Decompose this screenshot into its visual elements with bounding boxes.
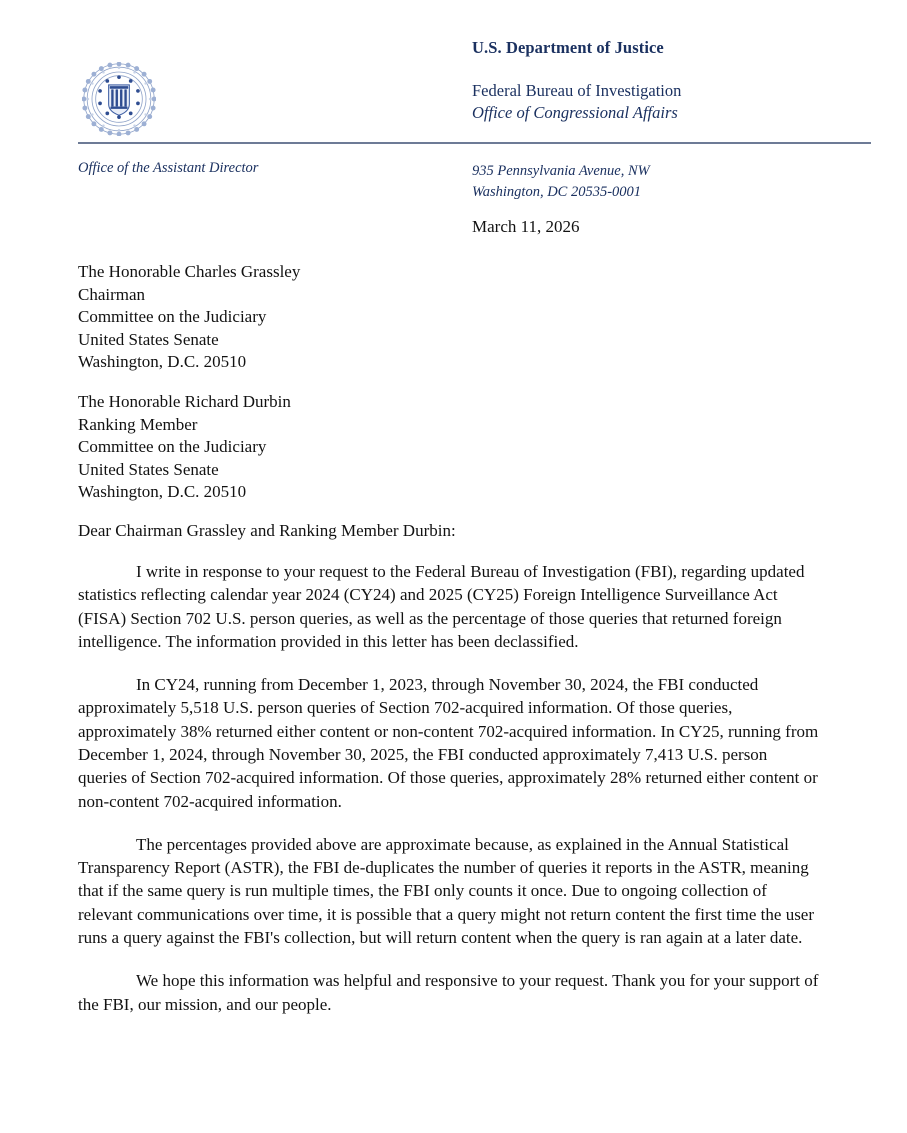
return-address: [472, 161, 650, 202]
letterhead: [0, 0, 907, 140]
recipient-title: Chairman: [78, 284, 146, 304]
body-paragraph: We hope this information was helpful and responsive to your request. Thank you for your support of the FBI, our mission, and our people.: [78, 971, 819, 1014]
recipient-block-secondary: [78, 391, 291, 504]
department-title: U.S. Department of Justice: [472, 38, 664, 57]
letter-body: [78, 560, 820, 1016]
body-paragraph: I write in response to your request to the Federal Bureau of Investigation (FBI), regarding updated statistics reflecting calendar year 2024 (CY24) and 2025 (CY25) Foreign Intelligence Surveillance Act (FISA) Section 702 U.S. person queries, as well as the percentage of those queries that returned foreign intelligence. The information provided in this letter has been declassified.: [78, 562, 805, 651]
letter-date: March 11, 2026: [472, 217, 580, 236]
address-line-street: 935 Pennsylvania Avenue, NW: [472, 163, 650, 179]
recipient-block-primary: [78, 261, 300, 374]
fbi-seal-icon: [82, 62, 156, 136]
salutation: Dear Chairman Grassley and Ranking Member Durbin:: [78, 521, 456, 540]
recipient-committee: Committee on the Judiciary: [78, 437, 267, 457]
recipient-name: The Honorable Charles Grassley: [78, 262, 301, 281]
address-line-city: Washington, DC 20535-0001: [472, 183, 642, 200]
office-title: Office of Congressional Affairs: [472, 102, 678, 122]
recipient-chamber: United States Senate: [78, 329, 219, 349]
recipient-name: The Honorable Richard Durbin: [78, 392, 291, 411]
agency-heading: [472, 38, 681, 123]
recipient-committee: Committee on the Judiciary: [78, 307, 267, 327]
body-paragraph: The percentages provided above are approximate because, as explained in the Annual Statistical Transparency Report (ASTR), the FBI de-duplicates the number of queries it reports in the ASTR, meaning that if the same query is run multiple times, the FBI only counts it once. Due to ongoing collection of relevant communications over time, it is possible that a query might not return content the first time the user runs a query against the FBI's collection, but will return content when the query is ran again at a later date.: [78, 834, 815, 947]
assistant-director-label: Office of the Assistant Director: [78, 160, 259, 176]
recipient-address: Washington, D.C. 20510: [78, 482, 247, 502]
recipient-chamber: United States Senate: [78, 459, 219, 479]
letterhead-divider: [78, 142, 871, 144]
recipient-address: Washington, D.C. 20510: [78, 352, 247, 372]
bureau-title: Federal Bureau of Investigation: [472, 80, 682, 100]
body-paragraph: In CY24, running from December 1, 2023, through November 30, 2024, the FBI conducted approximately 5,518 U.S. person queries of Section 702-acquired information. Of those queries, approximately 38% returned either content or non-content 702-acquired information. In CY25, running from December 1, 2024, through November 30, 2025, the FBI conducted approximately 7,413 U.S. person queries of Section 702-acquired information. Of those queries, approximately 28% returned either content or non-content 702-acquired information.: [78, 675, 819, 811]
recipient-title: Ranking Member: [78, 414, 198, 434]
